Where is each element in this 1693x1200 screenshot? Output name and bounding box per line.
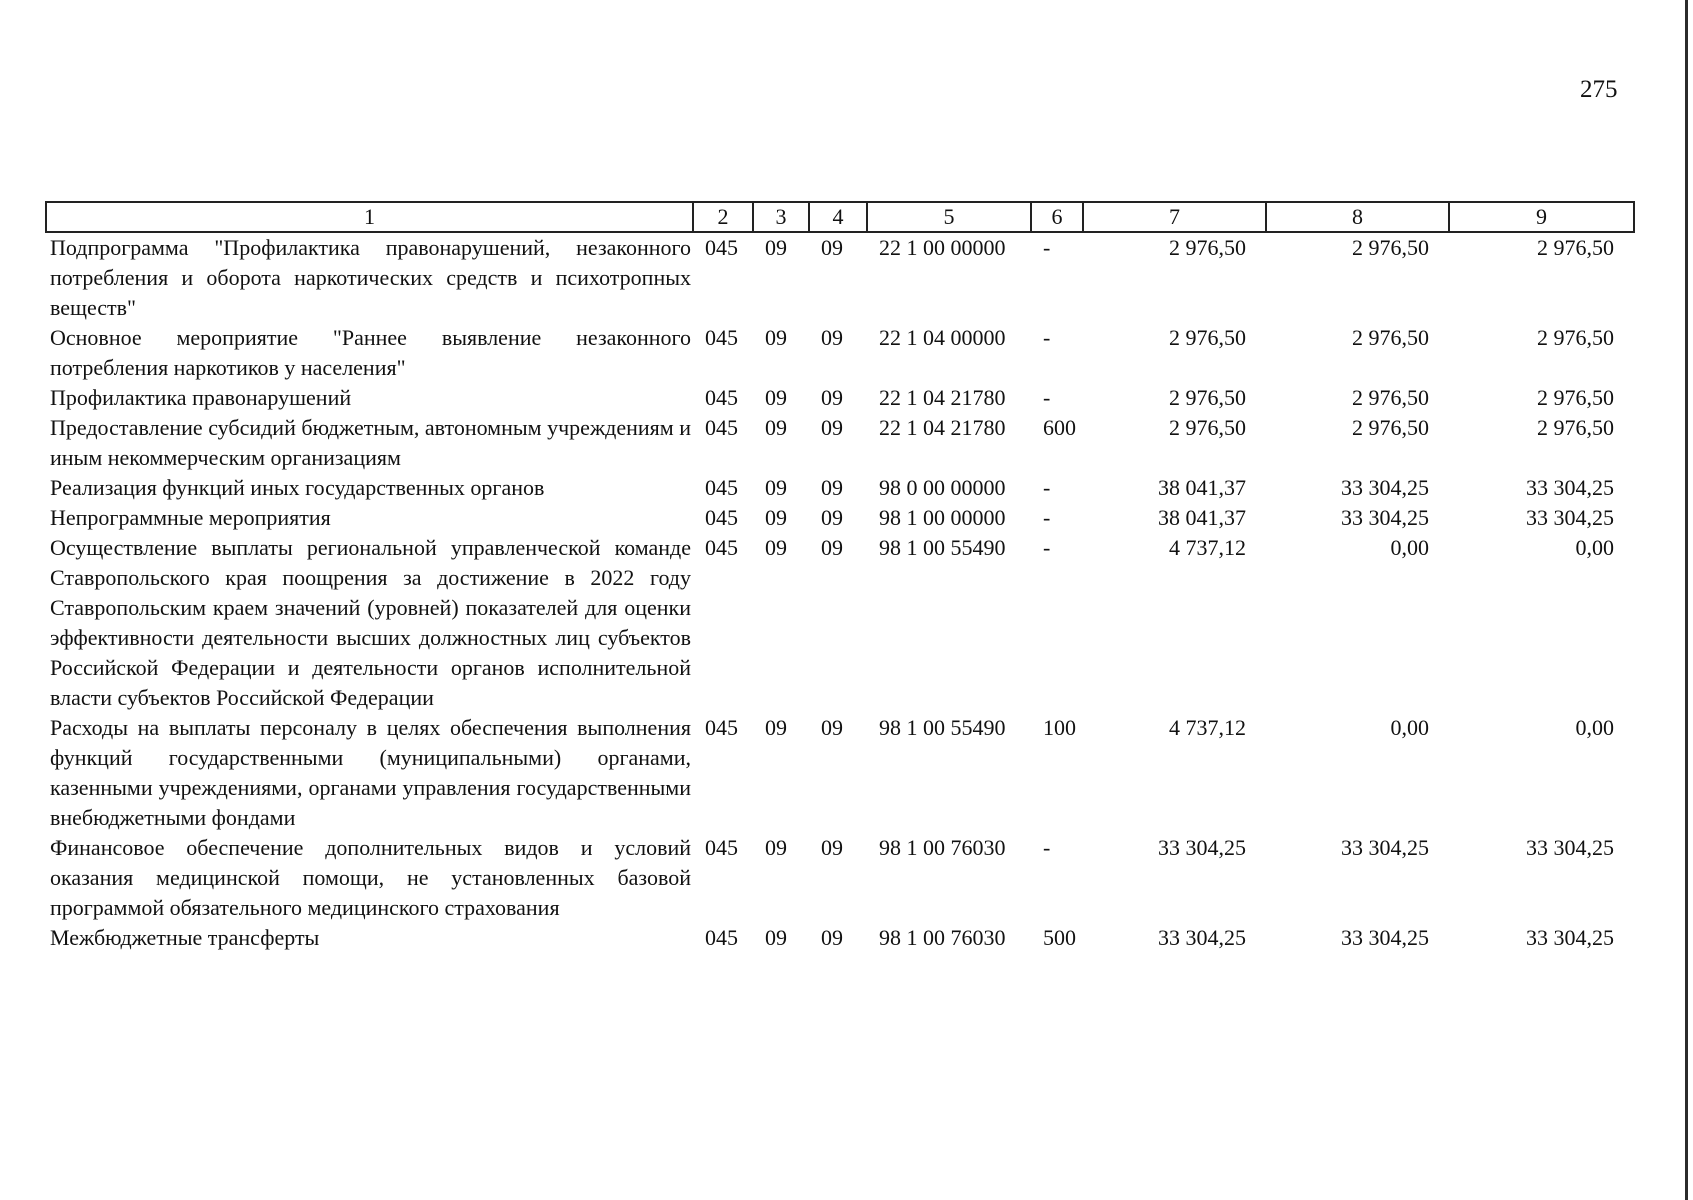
table-row [46, 923, 1634, 953]
cell-col5: 98 0 00 00000 [879, 475, 1006, 500]
cell-col8: 33 304,25 [1341, 505, 1429, 530]
cell-col6: - [1043, 325, 1051, 350]
cell-col3: 09 [765, 235, 787, 260]
cell-col9: 2 976,50 [1537, 235, 1614, 260]
cell-col5: 22 1 04 21780 [879, 415, 1006, 440]
row-name: Непрограммные мероприятия [50, 505, 331, 530]
cell-col3: 09 [765, 715, 787, 740]
header-cell: 8 [1266, 202, 1449, 232]
row-name: Основное мероприятие "Раннее выявление незаконного потребления наркотиков у населения" [50, 325, 691, 380]
cell-col4: 09 [821, 385, 843, 410]
cell-col7: 2 976,50 [1169, 385, 1246, 410]
header-cell: 1 [46, 202, 693, 232]
cell-col6: - [1043, 835, 1051, 860]
cell-col2: 045 [705, 415, 738, 440]
cell-col8: 33 304,25 [1341, 835, 1429, 860]
cell-col7: 2 976,50 [1169, 415, 1246, 440]
cell-col2: 045 [705, 505, 738, 530]
header-cell: 2 [693, 202, 753, 232]
cell-col2: 045 [705, 535, 738, 560]
cell-col9: 0,00 [1575, 535, 1614, 560]
cell-col4: 09 [821, 835, 843, 860]
cell-col5: 22 1 04 00000 [879, 325, 1006, 350]
cell-col8: 0,00 [1390, 535, 1429, 560]
cell-col9: 0,00 [1575, 715, 1614, 740]
cell-col9: 33 304,25 [1526, 475, 1614, 500]
cell-col5: 98 1 00 76030 [879, 925, 1006, 950]
cell-col2: 045 [705, 325, 738, 350]
cell-col5: 22 1 04 21780 [879, 385, 1006, 410]
cell-col6: 100 [1043, 715, 1076, 740]
table-row [46, 232, 1634, 323]
cell-col7: 33 304,25 [1158, 925, 1246, 950]
cell-col4: 09 [821, 475, 843, 500]
cell-col5: 98 1 00 76030 [879, 835, 1006, 860]
cell-col7: 38 041,37 [1158, 475, 1246, 500]
cell-col9: 2 976,50 [1537, 385, 1614, 410]
table-row [46, 533, 1634, 713]
cell-col2: 045 [705, 235, 738, 260]
cell-col5: 22 1 00 00000 [879, 235, 1006, 260]
table-row [46, 323, 1634, 383]
cell-col7: 38 041,37 [1158, 505, 1246, 530]
cell-col7: 2 976,50 [1169, 325, 1246, 350]
cell-col6: - [1043, 385, 1051, 410]
row-name: Предоставление субсидий бюджетным, автономным учреждениям и иным некоммерческим организациям [50, 415, 691, 470]
cell-col6: - [1043, 505, 1051, 530]
cell-col8: 2 976,50 [1352, 415, 1429, 440]
cell-col7: 4 737,12 [1169, 715, 1246, 740]
header-cell: 3 [753, 202, 809, 232]
cell-col8: 0,00 [1390, 715, 1429, 740]
cell-col3: 09 [765, 385, 787, 410]
header-cell: 6 [1031, 202, 1083, 232]
cell-col8: 2 976,50 [1352, 325, 1429, 350]
cell-col8: 33 304,25 [1341, 475, 1429, 500]
cell-col4: 09 [821, 505, 843, 530]
cell-col9: 2 976,50 [1537, 415, 1614, 440]
cell-col2: 045 [705, 715, 738, 740]
row-name: Финансовое обеспечение дополнительных видов и условий оказания медицинской помощи, не установленных базовой программой обязательного медицинского страхования [50, 835, 691, 920]
cell-col9: 33 304,25 [1526, 925, 1614, 950]
cell-col2: 045 [705, 475, 738, 500]
scan-edge-line [1685, 0, 1688, 1200]
cell-col3: 09 [765, 835, 787, 860]
cell-col6: - [1043, 475, 1051, 500]
cell-col3: 09 [765, 325, 787, 350]
cell-col3: 09 [765, 475, 787, 500]
cell-col5: 98 1 00 00000 [879, 505, 1006, 530]
cell-col3: 09 [765, 415, 787, 440]
table-row [46, 713, 1634, 833]
cell-col4: 09 [821, 925, 843, 950]
cell-col4: 09 [821, 325, 843, 350]
row-name: Межбюджетные трансферты [50, 925, 320, 950]
cell-col6: - [1043, 535, 1051, 560]
cell-col9: 33 304,25 [1526, 505, 1614, 530]
cell-col6: 500 [1043, 925, 1076, 950]
cell-col2: 045 [705, 925, 738, 950]
cell-col8: 2 976,50 [1352, 235, 1429, 260]
header-cell: 4 [809, 202, 867, 232]
table-row [46, 473, 1634, 503]
cell-col7: 4 737,12 [1169, 535, 1246, 560]
cell-col4: 09 [821, 535, 843, 560]
cell-col7: 2 976,50 [1169, 235, 1246, 260]
table-row [46, 413, 1634, 473]
table-row [46, 833, 1634, 923]
cell-col6: - [1043, 235, 1051, 260]
cell-col5: 98 1 00 55490 [879, 715, 1006, 740]
table-header-row [46, 202, 1634, 232]
table-row [46, 383, 1634, 413]
cell-col4: 09 [821, 715, 843, 740]
cell-col6: 600 [1043, 415, 1076, 440]
header-cell: 9 [1449, 202, 1634, 232]
row-name: Профилактика правонарушений [50, 385, 352, 410]
cell-col2: 045 [705, 385, 738, 410]
row-name: Расходы на выплаты персоналу в целях обеспечения выполнения функций государственными (муниципальными) органами, казенными учреждениями, органами управления государственными внебюджетными фондами [50, 715, 691, 830]
cell-col2: 045 [705, 835, 738, 860]
cell-col3: 09 [765, 925, 787, 950]
cell-col9: 2 976,50 [1537, 325, 1614, 350]
cell-col8: 33 304,25 [1341, 925, 1429, 950]
cell-col4: 09 [821, 235, 843, 260]
cell-col4: 09 [821, 415, 843, 440]
row-name: Подпрограмма "Профилактика правонарушений, незаконного потребления и оборота наркотических средств и психотропных веществ" [50, 235, 691, 320]
row-name: Осуществление выплаты региональной управленческой команде Ставропольского края поощрения за достижение в 2022 году Ставропольским краем значений (уровней) показателей для оценки эффективности деятельности высших должностных лиц субъектов Российской Федерации и деятельности органов исполнительной власти субъектов Российской Федерации [50, 535, 691, 710]
cell-col9: 33 304,25 [1526, 835, 1614, 860]
cell-col5: 98 1 00 55490 [879, 535, 1006, 560]
page-number: 275 [1580, 76, 1618, 103]
header-cell: 5 [867, 202, 1031, 232]
cell-col8: 2 976,50 [1352, 385, 1429, 410]
cell-col3: 09 [765, 535, 787, 560]
cell-col7: 33 304,25 [1158, 835, 1246, 860]
row-name: Реализация функций иных государственных органов [50, 475, 545, 500]
header-cell: 7 [1083, 202, 1266, 232]
table-row [46, 503, 1634, 533]
budget-table [45, 201, 1635, 953]
cell-col3: 09 [765, 505, 787, 530]
